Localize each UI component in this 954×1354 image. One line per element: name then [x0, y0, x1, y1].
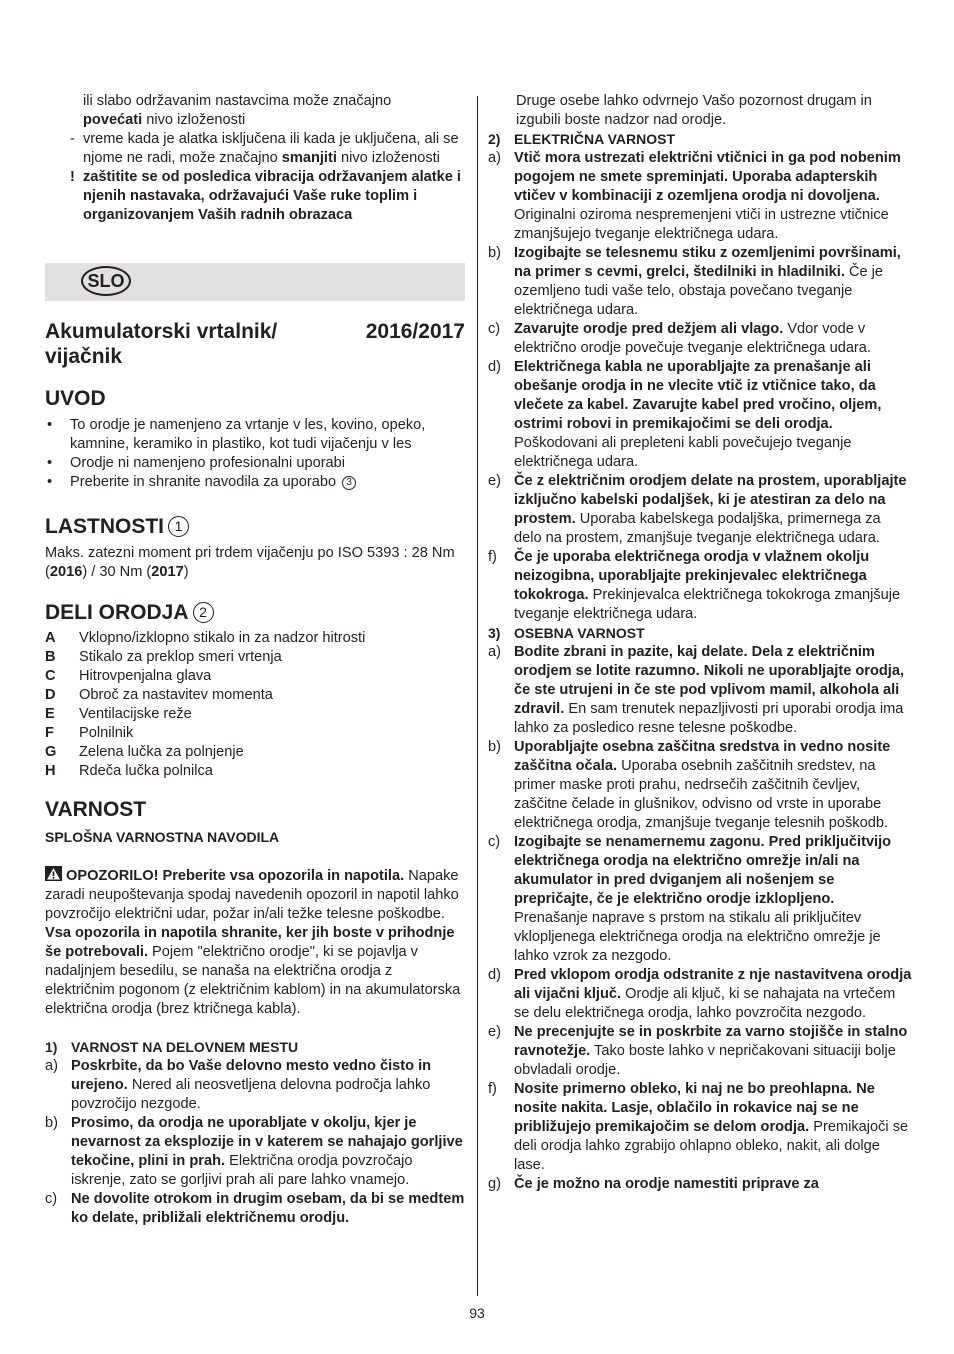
- language-badge: SLO: [81, 266, 131, 296]
- deli-heading: [45, 600, 465, 626]
- part-key: G: [45, 744, 57, 760]
- item-key: g): [488, 1176, 501, 1192]
- part-label: Hitrovpenjalna glava: [79, 668, 212, 684]
- item-key: a): [488, 150, 501, 166]
- item-bold: Poskrbite, da bo Vaše delovno mesto vedno čisto in urejeno.: [71, 1058, 432, 1093]
- part-row: [45, 762, 465, 781]
- item-bold: Če je možno na orodje namestiti priprave za: [514, 1176, 819, 1192]
- item-key: f): [488, 549, 497, 565]
- model-years: 2016/2017: [365, 320, 465, 343]
- torque-year-2: 2017: [151, 564, 184, 580]
- figure-ref-2: 2: [193, 602, 214, 623]
- warning-bold: OPOZORILO! Preberite vsa opozorila in napotila.: [66, 868, 405, 884]
- item-key: c): [45, 1191, 58, 1207]
- item-bold: Bodite zbrani in pazite, kaj delate. Dela z električnim orodjem se lotite razumno. Nikoli ne uporabljajte orodja, če ste utrujeni in če ste pod vplivom mamil, alkohola ali zdravil.: [514, 644, 905, 717]
- left-column: [45, 92, 465, 1228]
- part-key: D: [45, 687, 56, 703]
- item-bold: Pred vklopom orodja odstranite z nje nastavitvena orodja ali vijačni ključ.: [514, 967, 912, 1002]
- part-label: Zelena lučka za polnjenje: [79, 744, 244, 760]
- part-label: Vklopno/izklopno stikalo in za nadzor hitrosti: [79, 630, 366, 646]
- bullet: •: [47, 417, 53, 433]
- item-key: c): [488, 321, 501, 337]
- part-label: Obroč za nastavitev momenta: [79, 687, 273, 703]
- right-column: [488, 92, 912, 1194]
- general-safety-heading: SPLOŠNA VARNOSTNA NAVODILA: [45, 829, 280, 845]
- section-title: VARNOST NA DELOVNEM MESTU: [71, 1039, 299, 1055]
- bullet: •: [47, 455, 53, 471]
- section-title: OSEBNA VARNOST: [514, 625, 645, 641]
- item-text: Tako boste lahko v nepričakovani situaciji bolje obvladali orodje.: [514, 1043, 896, 1078]
- dash-marker: -: [70, 131, 75, 147]
- item-text: Če je ozemljeno tudi vaše telo, obstaja povečano tveganje električnega udara.: [514, 264, 884, 318]
- part-key: C: [45, 668, 56, 684]
- warning-paragraph: [45, 866, 465, 1019]
- safety-item: [488, 244, 912, 320]
- item-text: Vdor vode v električno orodje povečuje tveganje električnega udara.: [514, 321, 871, 356]
- torque-year-1: 2016: [49, 564, 83, 580]
- column-divider: [477, 96, 478, 1296]
- dash-item: [45, 130, 465, 168]
- section-2-heading: [488, 130, 912, 149]
- item-bold: Vtič mora ustrezati električni vtičnici in ga pod nobenim pogojem ne smete spreminjati. Uporaba adapterskih vtičev v kombinaciji z ozemljena orodja ni dovoljena.: [514, 150, 901, 204]
- part-row: [45, 686, 465, 705]
- item-text: Nered ali neosvetljena delovna področja lahko povzročijo nezgode.: [71, 1077, 431, 1112]
- list-item-text: Preberite in shranite navodila za uporabo: [70, 474, 337, 490]
- item-bold: Prosimo, da orodja ne uporabljate v okolju, kjer je nevarnost za eksplozije in v katerem se nahajajo gorljive tekočine, plini in prah.: [71, 1115, 463, 1169]
- vibration-warning-text: zaštitite se od posledica vibracija održavanjem alatke i njenih nastavaka, održavajući Vaše ruke toplim i organizovanjem Vaših radnih obrazaca: [83, 169, 461, 223]
- uvod-list: [45, 416, 465, 492]
- intro-continuation-text: ili slabo održavanim nastavcima može značajno: [83, 93, 392, 109]
- list-item-text: Orodje ni namenjeno profesionalni uporabi: [70, 455, 346, 471]
- dash-text-rest: nivo izloženosti: [336, 150, 440, 166]
- safety-item: [45, 1057, 465, 1114]
- item-bold: Izogibajte se nenamernemu zagonu. Pred priključitvijo električnega orodja na električno omrežje in/ali na akumulator in pred dviganjem ali nošenjem se prepričajte, če je električno orodje izklopljeno.: [514, 834, 892, 907]
- safety-item: [488, 738, 912, 833]
- section-title: ELEKTRIČNA VARNOST: [514, 131, 675, 147]
- part-key: B: [45, 649, 56, 665]
- item-bold: Zavarujte orodje pred dežjem ali vlago.: [514, 321, 784, 337]
- warning-text: Napake zaradi neupoštevanja spodaj navedenih opozoril in napotil lahko povzročijo električni udar, požar in/ali težke telesne poškodbe.: [45, 868, 459, 922]
- safety-item: [45, 1114, 465, 1190]
- list-item-text: To orodje je namenjeno za vrtanje v les, kovino, opeko, kamnine, keramiko in plastiko, kot tudi vijačenju v les: [70, 417, 426, 452]
- item-key: b): [488, 245, 501, 261]
- item-text: Poškodovani ali prepleteni kabli povečujejo tveganje električnega udara.: [514, 435, 852, 470]
- product-title: Akumulatorski vrtalnik/ vijačnik: [45, 320, 278, 368]
- part-row: [45, 724, 465, 743]
- safety-item: [488, 966, 912, 1023]
- section-3-heading: [488, 624, 912, 643]
- item-bold: Izogibajte se telesnemu stiku z ozemljenimi površinami, na primer s cevmi, grelci, štedilniki in hladilniki.: [514, 245, 901, 280]
- warning-text-rest: Pojem "električno orodje", ki se pojavlja v nadaljnjem besedilu, se nanaša na električna orodja z električnim pogonom (z električnim kablom) in na akumulatorska električna orodja (brez ktričnega kabla).: [45, 944, 461, 1017]
- varnost-heading: VARNOST: [45, 798, 147, 821]
- part-key: A: [45, 630, 56, 646]
- page-number: 93: [469, 1305, 485, 1321]
- language-bar: [45, 263, 465, 301]
- torque-text: Maks. zatezni moment pri trdem vijačenju po ISO 5393 : 28 Nm (: [45, 545, 455, 580]
- document-title: [45, 319, 465, 369]
- section-number: 2): [488, 131, 501, 147]
- dash-text-bold: smanjiti: [281, 150, 337, 166]
- dash-text: vreme kada je alatka isključena ili kada je uključena, ali se njome ne radi, može značajno: [83, 131, 459, 166]
- part-row: [45, 667, 465, 686]
- parts-list: [45, 629, 465, 781]
- item-key: f): [488, 1081, 497, 1097]
- item-key: d): [488, 967, 501, 983]
- item-bold: Če z električnim orodjem delate na prostem, uporabljajte izključno kabelski podaljšek, ki je atestiran za delo na prostem.: [514, 473, 907, 527]
- intro-continuation-rest: nivo izloženosti: [142, 112, 246, 128]
- safety-item: [488, 1175, 912, 1194]
- list-item: [45, 473, 465, 492]
- figure-ref-3: 3: [342, 476, 356, 490]
- section-number: 1): [45, 1039, 58, 1055]
- safety-item: [45, 1190, 465, 1228]
- lastnosti-heading-text: LASTNOSTI: [45, 515, 164, 538]
- item-bold: Ne precenjujte se in poskrbite za varno stojišče in stalno ravnotežje.: [514, 1024, 908, 1059]
- deli-heading-text: DELI ORODJA: [45, 601, 189, 624]
- safety-item: [488, 1080, 912, 1175]
- part-row: [45, 743, 465, 762]
- safety-item: [488, 358, 912, 472]
- safety-item: [488, 1023, 912, 1080]
- exclamation-marker: !: [70, 169, 75, 185]
- intro-continuation-bold: povećati: [83, 112, 143, 128]
- item-bold: Če je uporaba električnega orodja v vlažnem okolju neizogibna, uporabljajte prekinjevalec električnega tokokroga.: [514, 549, 870, 603]
- item-key: b): [488, 739, 501, 755]
- item-text: Uporaba kabelskega podaljška, primernega za delo na prostem, zmanjšuje tveganje električnega udara.: [514, 511, 881, 546]
- item-text: Prekinjevalca električnega tokokroga zmanjšuje tveganje električnega udara.: [514, 587, 901, 622]
- part-key: H: [45, 763, 56, 779]
- item-key: a): [45, 1058, 58, 1074]
- item-bold: Ne dovolite otrokom in drugim osebam, da bi se medtem ko delate, približali električnemu orodju.: [71, 1191, 465, 1226]
- section-1-heading: [45, 1038, 465, 1057]
- lastnosti-heading: [45, 514, 465, 540]
- item-text: Prenašanje naprave s prstom na stikalu ali priključitev vklopljenega električnega orodja na električno omrežje je lahko vzrok za nezgodo.: [514, 910, 881, 964]
- warning-text-bold: Vsa opozorila in napotila shranite, ker jih boste v prihodnje še potrebovali.: [45, 925, 455, 960]
- part-label: Stikalo za preklop smeri vrtenja: [79, 649, 282, 665]
- item-text: Originalni oziroma nespremenjeni vtiči in ustrezne vtičnice zmanjšujejo tveganje električnega udara.: [514, 207, 889, 242]
- continuation-text: Druge osebe lahko odvrnejo Vašo pozornost drugam in izgubili boste nadzor nad orodje.: [516, 93, 872, 128]
- item-text: En sam trenutek nepazljivosti pri uporabi orodja ima lahko za posledico resne telesne poškodbe.: [514, 701, 904, 736]
- torque-text-3: ): [183, 564, 189, 580]
- safety-item: [488, 548, 912, 624]
- bullet: •: [47, 474, 53, 490]
- part-label: Rdeča lučka polnilca: [79, 763, 213, 779]
- part-row: [45, 648, 465, 667]
- item-key: e): [488, 473, 501, 489]
- uvod-heading: UVOD: [45, 387, 106, 410]
- item-bold: Uporabljajte osebna zaščitna sredstva in vedno nosite zaščitna očala.: [514, 739, 891, 774]
- item-key: d): [488, 359, 501, 375]
- item-text: Orodje ali ključ, ki se nahajata na vrtečem se delu električnega orodja, lahko povzročita nezgodo.: [514, 986, 896, 1021]
- figure-ref-1: 1: [168, 516, 189, 537]
- list-item: [45, 454, 465, 473]
- item-key: a): [488, 644, 501, 660]
- item-text: Premikajoči se deli orodja lahko zgrabijo ohlapno obleko, nakit, ali dolge lase.: [514, 1119, 909, 1173]
- safety-item: [488, 472, 912, 548]
- torque-text-2: ) / 30 Nm (: [82, 564, 152, 580]
- item-key: e): [488, 1024, 501, 1040]
- part-key: F: [45, 725, 54, 741]
- intro-continuation: [45, 92, 465, 130]
- part-label: Polnilnik: [79, 725, 134, 741]
- safety-item: [488, 320, 912, 358]
- section-number: 3): [488, 625, 501, 641]
- item-text: Uporaba osebnih zaščitnih sredstev, na primer maske proti prahu, nedrsečih zaščitnih čevljev, zaščitne čelade in glušnikov, odvisno od vrste in uporabe električnega orodja, zmanjšuje tveganje telesnih poškodb.: [514, 758, 888, 831]
- item-key: c): [488, 834, 501, 850]
- safety-item: [488, 149, 912, 244]
- item-text: Električna orodja povzročajo iskrenje, zato se gorljivi prah ali pare lahko vnamejo.: [71, 1153, 413, 1188]
- part-key: E: [45, 706, 55, 722]
- vibration-warning: [45, 168, 465, 225]
- safety-item: [488, 643, 912, 738]
- part-row: [45, 705, 465, 724]
- part-label: Ventilacijske reže: [79, 706, 192, 722]
- list-item: [45, 416, 465, 454]
- torque-spec: [45, 544, 465, 582]
- safety-item: [488, 833, 912, 966]
- item-key: b): [45, 1115, 58, 1131]
- part-row: [45, 629, 465, 648]
- item-bold: Električnega kabla ne uporabljajte za prenašanje ali obešanje orodja in ne vlecite vtič iz vtičnice tako, da vlečete za kabel. Zavarujte kabel pred vročino, oljem, ostrimi robovi in premikajočimi se deli orodja.: [514, 359, 882, 432]
- warning-triangle-icon: [45, 866, 62, 881]
- item-bold: Nosite primerno obleko, ki naj ne bo preohlapna. Ne nosite nakita. Lasje, oblačilo in rokavice naj se ne približujejo premikajočim se delom orodja.: [514, 1081, 875, 1135]
